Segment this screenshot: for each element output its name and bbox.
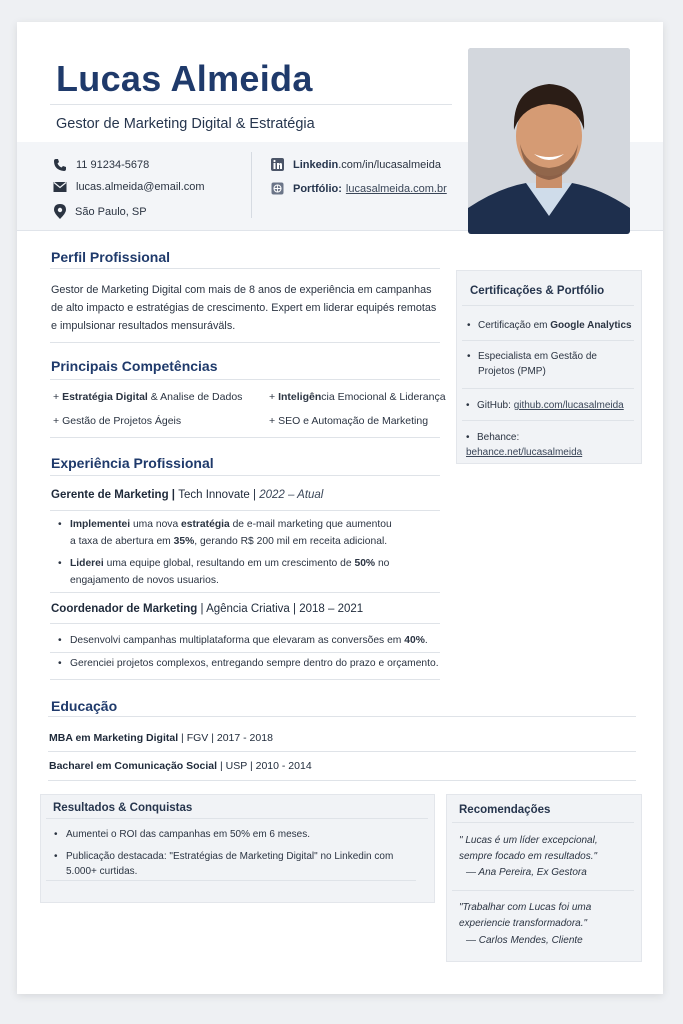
email-text[interactable]: lucas.almeida@email.com xyxy=(76,181,205,193)
job2-mid-rule xyxy=(50,652,440,653)
certs-rule-4 xyxy=(462,420,634,421)
linkedin-icon xyxy=(271,158,284,171)
recommendation-quote: " Lucas é um líder excepcional, sempre focado em resultados." xyxy=(459,835,598,862)
profile-text: Gestor de Marketing Digital com mais de 8 anos de experiência em campanhas de alto impacto e estratégias de crescimento. Expert em liderar equipés remotas e impulsionar resultados mensuráväls. xyxy=(51,284,437,332)
contact-portfolio[interactable] xyxy=(271,182,447,195)
recommendation-author: — Carlos Mendes, Cliente xyxy=(466,935,583,946)
experience-heading: Experiência Profissional xyxy=(51,455,214,471)
portfolio-link[interactable]: lucasalmeida.com.br xyxy=(345,182,447,195)
contact-linkedin[interactable] xyxy=(271,158,441,171)
contact-phone xyxy=(53,158,149,172)
recommendations-heading: Recomendações xyxy=(459,804,551,816)
job2-bullet-1: • Desenvolvi campanhas multiplataforma que elevaram as conversões em 40%. xyxy=(58,635,428,646)
recommendations-rule xyxy=(452,822,634,823)
portfolio-icon xyxy=(271,182,284,195)
location-icon xyxy=(54,204,66,219)
education-item: Bacharel em Comunicação Social | USP | 2010 - 2014 xyxy=(49,760,312,772)
education-rule xyxy=(48,716,636,717)
skills-bottom-rule xyxy=(50,437,440,438)
experience-bottom-rule xyxy=(50,679,440,680)
github-link[interactable]: • GitHub: github.com/lucasalmeida xyxy=(466,400,624,411)
cert-item: • Certificação em Google Analytics xyxy=(467,320,632,331)
behance-link[interactable]: • Behance: behance.net/lucasalmeida xyxy=(466,432,583,458)
education-mid-rule xyxy=(48,751,636,752)
recommendations-mid-rule xyxy=(452,890,634,891)
education-heading: Educação xyxy=(51,698,118,714)
education-bottom-rule xyxy=(48,780,636,781)
candidate-name: Lucas Almeida xyxy=(56,58,313,99)
results-heading: Resultados & Conquistas xyxy=(53,802,193,814)
job1-bottom-rule xyxy=(50,592,440,593)
linkedin-value[interactable]: .com/in/lucasalmeida xyxy=(338,158,441,171)
job1-bullet-1: • Implementei uma nova estratégia de e-mail marketing que aumentou a taxa de abertura em 35%, gerando R$ 200 mil em receita adicional. xyxy=(58,519,392,547)
result-item: • Publicação destacada: "Estratégias de Marketing Digital" no Linkedin com 5.000+ curtidas. xyxy=(54,851,394,877)
certs-rule xyxy=(462,305,634,306)
email-icon xyxy=(53,181,67,193)
skill-item: + SEO e Automação de Marketing xyxy=(269,415,429,427)
recommendation-author: — Ana Pereira, Ex Gestora xyxy=(466,867,587,878)
title-divider xyxy=(50,104,452,105)
skill-item: + Estratégia Digital & Analise de Dados xyxy=(53,391,243,403)
result-item: • Aumentei o ROI das campanhas em 50% em 6 meses. xyxy=(54,829,311,840)
recommendation-quote: "Trabalhar com Lucas foi uma experiencie transformadora." xyxy=(459,902,592,929)
skills-rule xyxy=(50,379,440,380)
job2-rule xyxy=(50,623,440,624)
profile-rule xyxy=(50,268,440,269)
experience-rule xyxy=(50,475,440,476)
phone-icon xyxy=(53,158,67,172)
candidate-subtitle: Gestor de Marketing Digital & Estratégia xyxy=(56,116,315,132)
certs-rule-3 xyxy=(462,388,634,389)
job2-bullet-2: • Gerenciei projetos complexos, entregando sempre dentro do prazo e orçamento. xyxy=(58,658,439,669)
job-title-1: Gerente de Marketing | Tech Innovate | 2022 – Atual xyxy=(51,489,324,501)
phone-text: 11 91234-5678 xyxy=(76,159,150,171)
certifications-heading: Certificações & Portfólio xyxy=(470,285,605,297)
skill-item: + Gestão de Projetos Ágeis xyxy=(53,415,182,427)
profile-bottom-rule xyxy=(50,342,440,343)
contact-email xyxy=(53,181,205,193)
contact-divider xyxy=(251,152,252,218)
results-bottom-rule xyxy=(46,880,416,881)
skill-item: + Inteligência Emocional & Liderança xyxy=(269,391,446,403)
skills-heading: Principais Competências xyxy=(51,358,218,374)
profile-photo xyxy=(468,48,630,234)
education-item: MBA em Marketing Digital | FGV | 2017 - 2018 xyxy=(49,732,273,744)
portfolio-label: Portfólio: xyxy=(293,182,342,195)
job1-bullet-2: • Liderei uma equipe global, resultando em um crescimento de 50% no engajamento de novos usuarios. xyxy=(58,558,390,586)
job1-rule xyxy=(50,510,440,511)
certs-rule-2 xyxy=(462,340,634,341)
contact-location xyxy=(54,204,147,219)
cert-item: • Especialista em Gestão de Projetos (PMP) xyxy=(467,351,597,377)
job-title-2: Coordenador de Marketing | Agência Criativa | 2018 – 2021 xyxy=(51,603,364,615)
location-text: São Paulo, SP xyxy=(75,205,147,218)
linkedin-label: Linkedin xyxy=(293,158,339,171)
profile-heading: Perfil Profissional xyxy=(51,249,171,265)
avatar-illustration xyxy=(468,48,630,234)
results-rule xyxy=(46,818,428,819)
